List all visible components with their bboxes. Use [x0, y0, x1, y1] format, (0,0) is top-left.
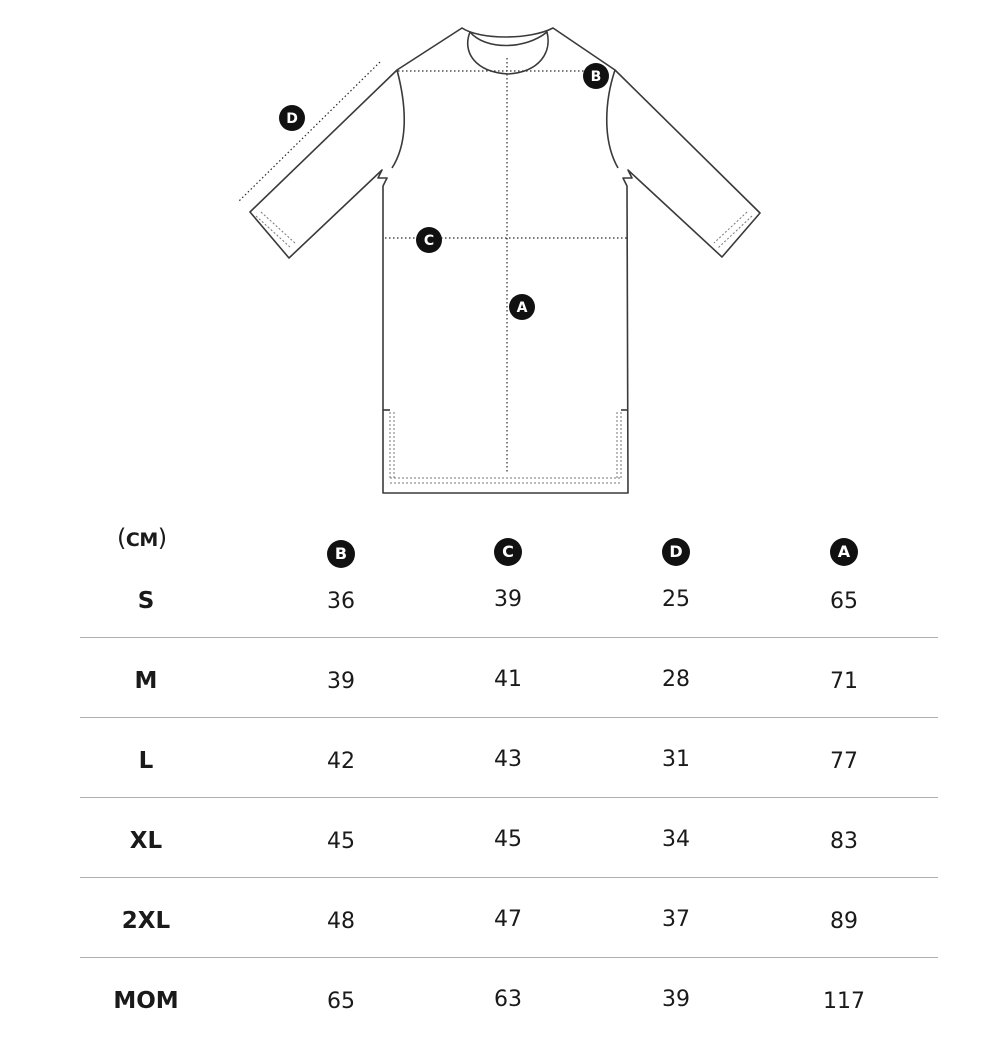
measurement-cell: 65 [327, 989, 355, 1014]
left-cuff-stitch [256, 216, 291, 248]
measurement-cell: 41 [494, 667, 522, 692]
collar [468, 32, 548, 74]
column-header-d: D [662, 538, 690, 566]
unit-label: (CM) [117, 524, 167, 552]
row-divider [80, 717, 938, 718]
measurement-cell: 71 [830, 669, 858, 694]
right-armhole-seam [607, 70, 618, 168]
measurement-cell: 39 [494, 587, 522, 612]
measurement-cell: 45 [494, 827, 522, 852]
measurement-cell: 36 [327, 589, 355, 614]
measurement-cell: 47 [494, 907, 522, 932]
size-label: XL [129, 828, 163, 854]
left-cuff-stitch-2 [261, 212, 295, 243]
garment-diagram [0, 0, 1000, 510]
column-header-c: C [494, 538, 522, 566]
svg-text:A: A [516, 300, 528, 316]
right-cuff-stitch-2 [714, 212, 747, 243]
size-label: 2XL [121, 908, 171, 934]
left-armhole-seam [392, 70, 404, 168]
measurement-cell: 28 [662, 667, 690, 692]
marker-d [279, 105, 305, 131]
marker-c [416, 227, 442, 253]
size-label: MOM [113, 988, 179, 1014]
marker-a [509, 294, 535, 320]
measurement-cell: 117 [823, 989, 865, 1014]
column-header-b: B [327, 540, 355, 568]
svg-text:D: D [286, 111, 298, 127]
row-divider [80, 797, 938, 798]
measurement-cell: 45 [327, 829, 355, 854]
measurement-cell: 31 [662, 747, 690, 772]
unit-text: CM [125, 529, 158, 551]
size-label: M [134, 668, 158, 694]
row-divider [80, 957, 938, 958]
column-header-a: A [830, 538, 858, 566]
measurement-cell: 25 [662, 587, 690, 612]
right-cuff-stitch [718, 216, 752, 248]
measurement-cell: 37 [662, 907, 690, 932]
row-divider [80, 637, 938, 638]
measurement-cell: 77 [830, 749, 858, 774]
measurement-cell: 89 [830, 909, 858, 934]
measurement-cell: 39 [662, 987, 690, 1012]
svg-text:C: C [423, 233, 435, 249]
row-divider [80, 877, 938, 878]
measurement-cell: 63 [494, 987, 522, 1012]
measurement-cell: 39 [327, 669, 355, 694]
size-label: S [137, 588, 155, 614]
shirt-outline [250, 28, 760, 493]
measurement-cell: 83 [830, 829, 858, 854]
svg-text:B: B [590, 69, 602, 85]
measurement-cell: 43 [494, 747, 522, 772]
marker-b [583, 63, 609, 89]
measurement-cell: 48 [327, 909, 355, 934]
measurement-cell: 42 [327, 749, 355, 774]
measure-line-d [238, 62, 380, 202]
measurement-cell: 65 [830, 589, 858, 614]
size-label: L [138, 748, 154, 774]
measurement-cell: 34 [662, 827, 690, 852]
